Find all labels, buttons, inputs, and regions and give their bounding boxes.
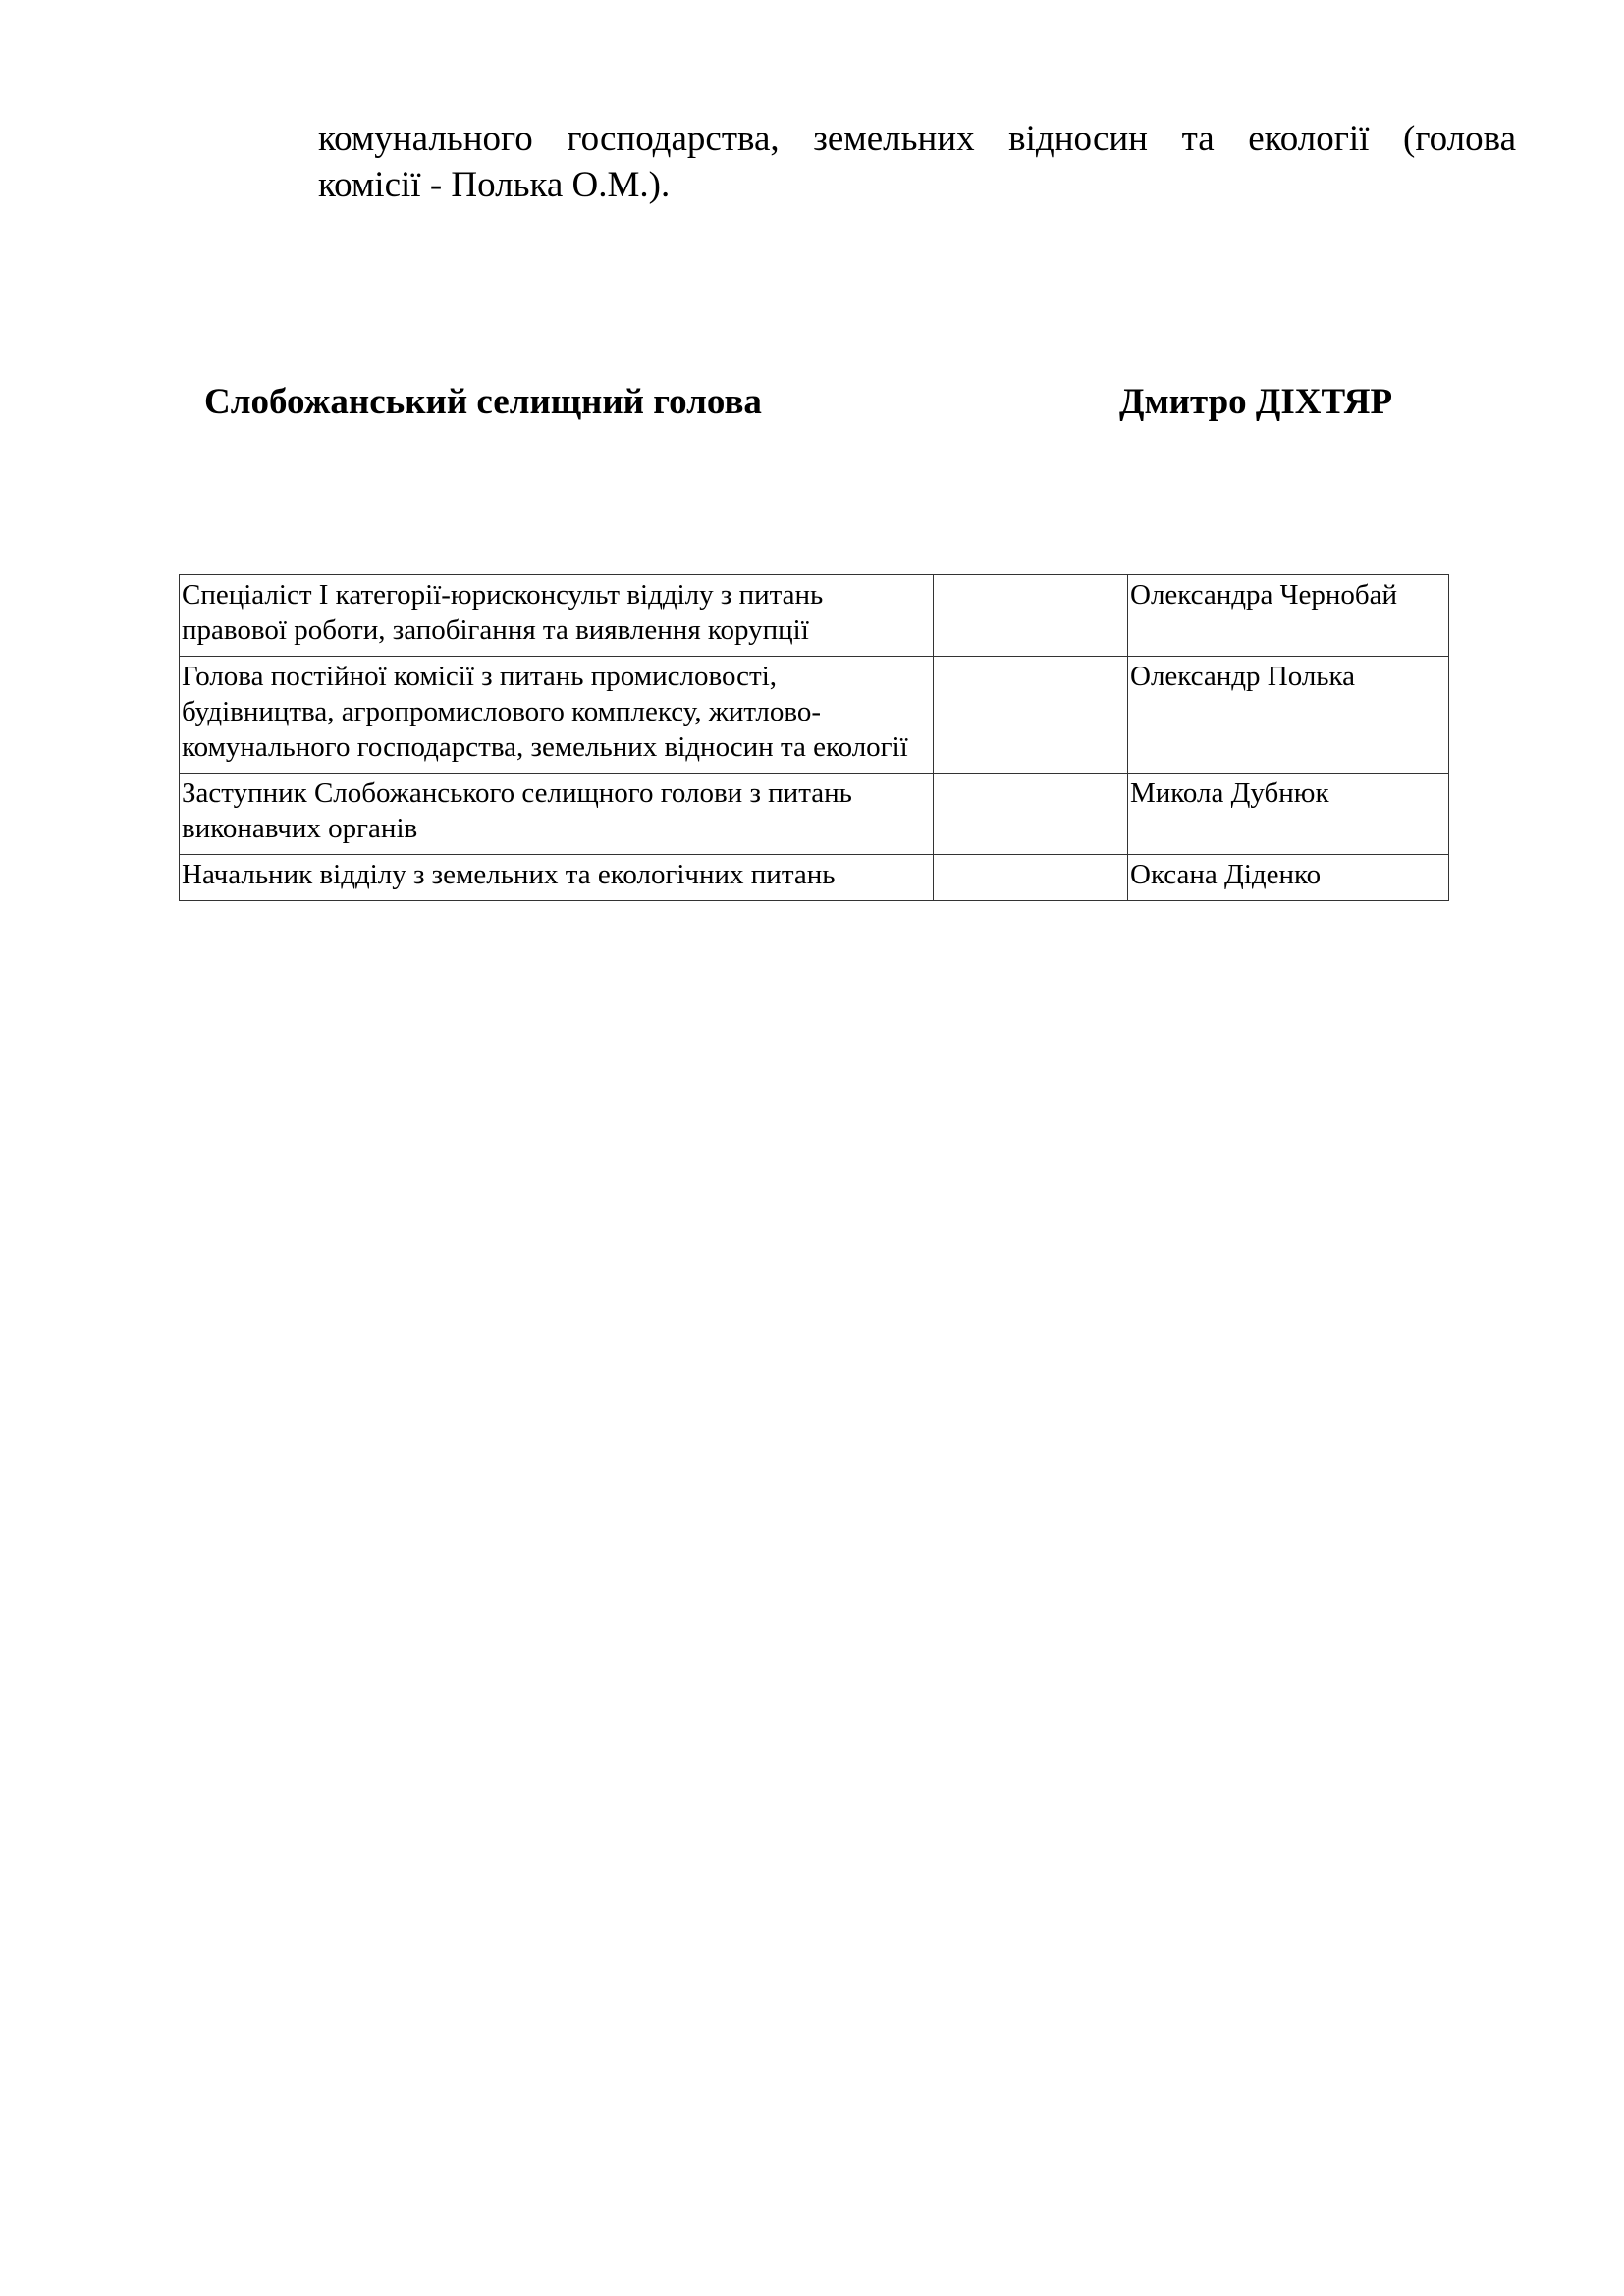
approver-signature-cell xyxy=(934,657,1128,774)
table-row xyxy=(180,657,1449,774)
table-row xyxy=(180,774,1449,855)
approver-signature-cell xyxy=(934,575,1128,657)
continuation-line-1: комунального господарства, земельних відносин та екології (голова xyxy=(318,119,1516,159)
approver-name: Оксана Діденко xyxy=(1128,855,1449,901)
approver-role: Спеціаліст І категорії-юрисконсульт відділу з питань правової роботи, запобігання та виявлення корупції xyxy=(180,575,934,657)
approver-name: Олександра Чернобай xyxy=(1128,575,1449,657)
approver-signature-cell xyxy=(934,855,1128,901)
table-row xyxy=(180,855,1449,901)
approver-signature-cell xyxy=(934,774,1128,855)
table-row xyxy=(180,575,1449,657)
approver-name: Микола Дубнюк xyxy=(1128,774,1449,855)
decision-text-continuation xyxy=(318,116,1516,208)
approver-role: Начальник відділу з земельних та екологічних питань xyxy=(180,855,934,901)
approver-name: Олександр Полька xyxy=(1128,657,1449,774)
approver-role: Заступник Слобожанського селищного голови з питань виконавчих органів xyxy=(180,774,934,855)
signatory-name: Дмитро ДІХТЯР xyxy=(1119,382,1393,422)
signatory-position: Слобожанський селищний голова xyxy=(204,382,762,422)
approver-role: Голова постійної комісії з питань промисловості, будівництва, агропромислового комплексу, житлово-комунального господарства, земельних відносин та екології xyxy=(180,657,934,774)
approval-table xyxy=(179,574,1449,901)
continuation-line-2: комісії - Полька О.М.). xyxy=(318,165,671,205)
